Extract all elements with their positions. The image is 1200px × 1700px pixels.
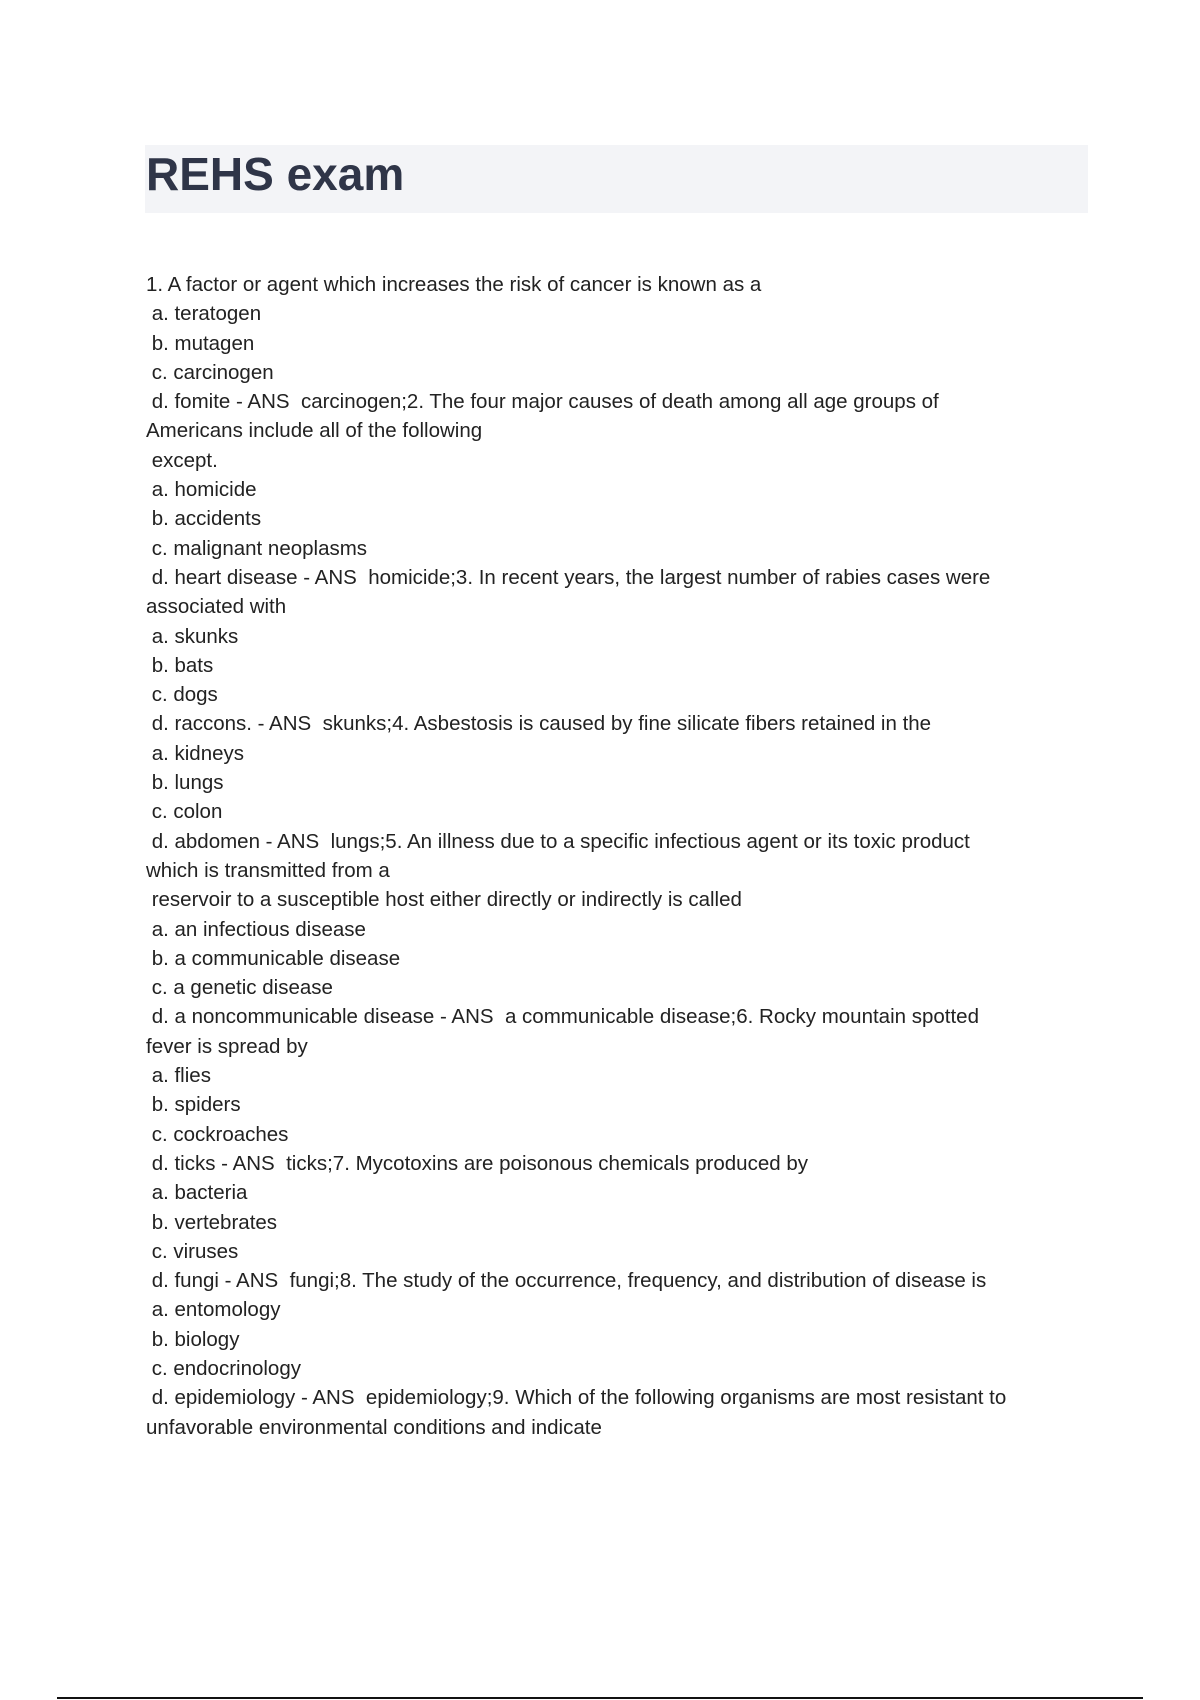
text-line: c. cockroaches bbox=[146, 1122, 289, 1146]
text-line: unfavorable environmental conditions and indicate bbox=[146, 1415, 602, 1439]
text-line: d. fomite - ANS carcinogen;2. The four major causes of death among all age groups of bbox=[146, 390, 939, 414]
text-line: d. ticks - ANS ticks;7. Mycotoxins are poisonous chemicals produced by bbox=[146, 1151, 808, 1175]
text-line: a. teratogen bbox=[146, 302, 262, 326]
text-line: d. epidemiology - ANS epidemiology;9. Which of the following organisms are most resistant to bbox=[146, 1386, 1007, 1410]
text-line: a. kidneys bbox=[146, 741, 244, 765]
text-line: b. mutagen bbox=[146, 331, 255, 355]
text-line: b. biology bbox=[146, 1327, 240, 1351]
text-line: c. endocrinology bbox=[146, 1356, 301, 1380]
text-line: c. viruses bbox=[146, 1239, 239, 1263]
text-line: b. a communicable disease bbox=[146, 946, 401, 970]
text-line: b. lungs bbox=[146, 771, 224, 795]
page-title: REHS exam bbox=[146, 148, 405, 200]
text-line: Americans include all of the following bbox=[146, 419, 483, 443]
text-line: except. bbox=[146, 448, 218, 472]
text-line: b. vertebrates bbox=[146, 1210, 278, 1234]
text-line: d. abdomen - ANS lungs;5. An illness due to a specific infectious agent or its toxic product bbox=[146, 829, 970, 853]
text-line: d. raccons. - ANS skunks;4. Asbestosis is caused by fine silicate fibers retained in the bbox=[146, 712, 932, 736]
text-line: a. entomology bbox=[146, 1298, 281, 1322]
text-line: a. bacteria bbox=[146, 1181, 248, 1205]
text-line: 1. A factor or agent which increases the risk of cancer is known as a bbox=[146, 273, 762, 296]
text-line: reservoir to a susceptible host either directly or indirectly is called bbox=[146, 888, 742, 912]
text-line: fever is spread by bbox=[146, 1034, 308, 1058]
text-line: a. skunks bbox=[146, 624, 239, 648]
text-line: b. spiders bbox=[146, 1093, 241, 1117]
text-line: c. a genetic disease bbox=[146, 976, 333, 1000]
footer-divider bbox=[57, 1697, 1143, 1699]
text-line: a. flies bbox=[146, 1064, 211, 1088]
text-line: a. homicide bbox=[146, 478, 257, 502]
exam-questions-text bbox=[146, 270, 1086, 1442]
text-line: d. a noncommunicable disease - ANS a communicable disease;6. Rocky mountain spotted bbox=[146, 1005, 979, 1029]
text-line: b. accidents bbox=[146, 507, 262, 531]
text-line: which is transmitted from a bbox=[146, 858, 390, 882]
text-line: c. malignant neoplasms bbox=[146, 536, 368, 560]
text-line: d. heart disease - ANS homicide;3. In recent years, the largest number of rabies cases were bbox=[146, 565, 991, 589]
text-line: c. carcinogen bbox=[146, 360, 274, 384]
text-line: c. dogs bbox=[146, 683, 218, 707]
text-line: d. fungi - ANS fungi;8. The study of the occurrence, frequency, and distribution of disease is bbox=[146, 1269, 987, 1293]
text-line: c. colon bbox=[146, 800, 223, 824]
text-line: b. bats bbox=[146, 653, 214, 677]
text-line: a. an infectious disease bbox=[146, 917, 366, 941]
text-line: associated with bbox=[146, 595, 287, 619]
